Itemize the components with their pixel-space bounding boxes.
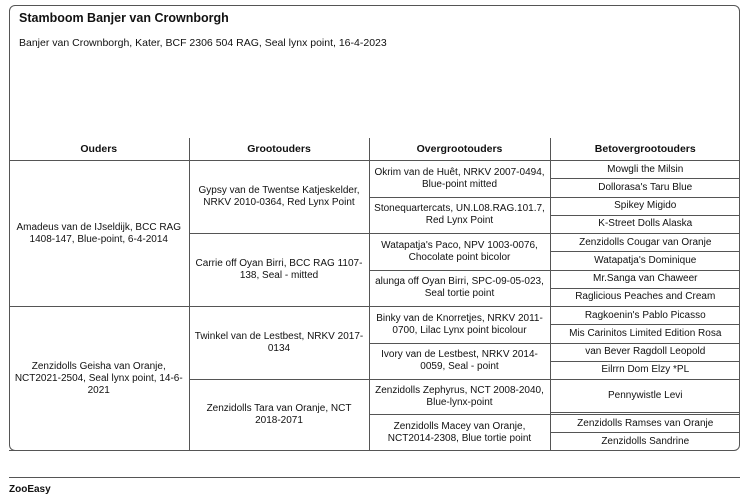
great-grandparent-1: Okrim van de Huêt, NRKV 2007-0494, Blue-point mitted	[369, 161, 550, 198]
page-title: Stamboom Banjer van Crownborgh	[19, 11, 229, 25]
ancestor-gg-15: Zenzidolls Ramses van Oranje	[550, 415, 740, 433]
header-grandparents: Grootouders	[189, 138, 369, 161]
footer-divider	[9, 477, 740, 478]
ancestor-gg-4: K-Street Dolls Alaska	[550, 215, 740, 233]
grandparent-1: Gypsy van de Twentse Katjeskelder, NRKV 2010-0364, Red Lynx Point	[189, 161, 369, 234]
ancestor-gg-1: Mowgli the Milsin	[550, 161, 740, 179]
parent-dam: Zenzidolls Geisha van Oranje, NCT2021-2504, Seal lynx point, 14-6-2021	[9, 307, 189, 451]
ancestor-gg-9: Ragkoenin's Pablo Picasso	[550, 307, 740, 325]
great-grandparent-6: Ivory van de Lestbest, NRKV 2014-0059, Seal - point	[369, 343, 550, 380]
header-great-great-grandparents: Betovergrootouders	[550, 138, 740, 161]
header-parents: Ouders	[9, 138, 189, 161]
great-grandparent-5: Binky van de Knorretjes, NRKV 2011-0700, Lilac Lynx point bicolour	[369, 307, 550, 344]
grandparent-4: Zenzidolls Tara van Oranje, NCT 2018-2071	[189, 380, 369, 451]
ancestor-gg-2: Dollorasa's Taru Blue	[550, 179, 740, 197]
header-great-grandparents: Overgrootouders	[369, 138, 550, 161]
animal-summary: Banjer van Crownborgh, Kater, BCF 2306 504 RAG, Seal lynx point, 16-4-2023	[19, 37, 387, 49]
parent-sire: Amadeus van de IJseldijk, BCC RAG 1408-147, Blue-point, 6-4-2014	[9, 161, 189, 307]
ancestor-gg-11: van Bever Ragdoll Leopold	[550, 343, 740, 361]
grandparent-3: Twinkel van de Lestbest, NRKV 2017-0134	[189, 307, 369, 380]
ancestor-gg-5: Zenzidolls Cougar van Oranje	[550, 234, 740, 252]
ancestor-gg-8: Raglicious Peaches and Cream	[550, 288, 740, 306]
great-grandparent-8: Zenzidolls Macey van Oranje, NCT2014-2308, Blue tortie point	[369, 415, 550, 451]
great-grandparent-2: Stonequartercats, UN.L08.RAG.101.7, Red Lynx Point	[369, 197, 550, 234]
ancestor-gg-16: Zenzidolls Sandrine	[550, 433, 740, 451]
ancestor-gg-13: Pennywistle Levi	[550, 380, 740, 413]
great-grandparent-7: Zenzidolls Zephyrus, NCT 2008-2040, Blue-lynx-point	[369, 380, 550, 415]
great-grandparent-3: Watapatja's Paco, NPV 1003-0076, Chocolate point bicolor	[369, 234, 550, 271]
ancestor-gg-10: Mis Carinitos Limited Edition Rosa	[550, 325, 740, 343]
ancestor-gg-7: Mr.Sanga van Chaweer	[550, 270, 740, 288]
great-grandparent-4: alunga off Oyan Birri, SPC-09-05-023, Seal tortie point	[369, 270, 550, 307]
grandparent-2: Carrie off Oyan Birri, BCC RAG 1107-138, Seal - mitted	[189, 234, 369, 307]
footer-brand: ZooEasy	[9, 484, 51, 495]
ancestor-gg-3: Spikey Migido	[550, 197, 740, 215]
header-row	[9, 138, 740, 161]
pedigree-table	[9, 138, 740, 451]
ancestor-gg-6: Watapatja's Dominique	[550, 252, 740, 270]
ancestor-gg-12: Eilrrn Dom Elzy *PL	[550, 361, 740, 379]
